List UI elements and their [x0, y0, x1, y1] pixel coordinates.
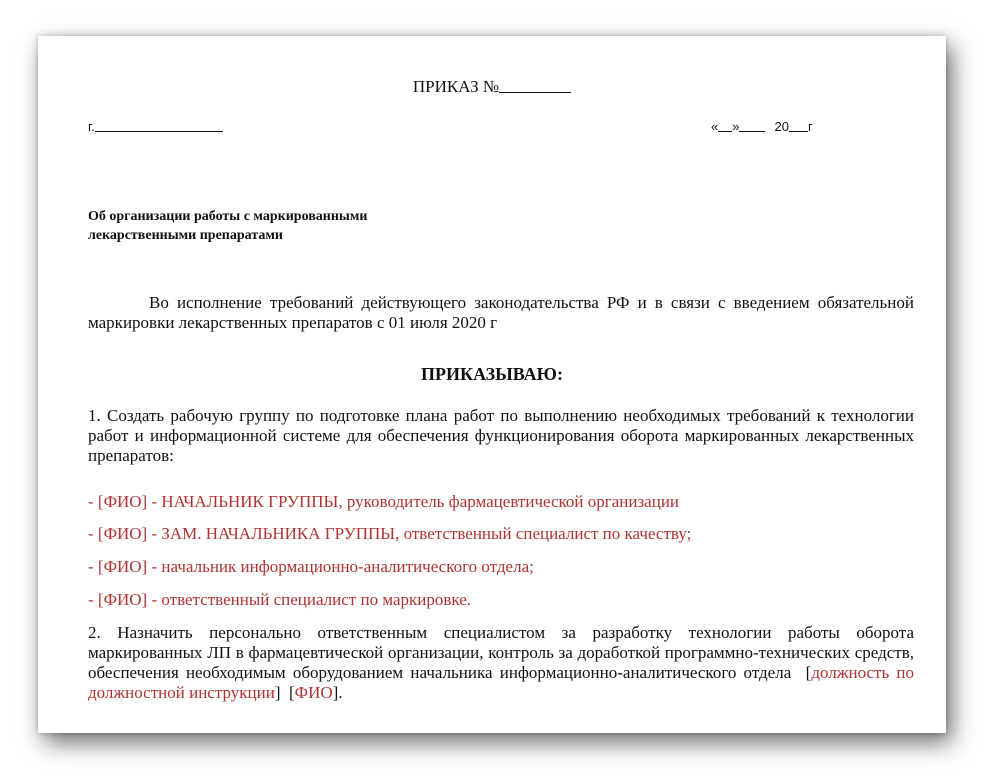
order-number-blank — [499, 76, 571, 93]
date-open-quote: « — [711, 119, 719, 134]
item-1-paragraph: 1. Создать рабочую группу по подготовке плана работ по выполнению необходимых требований к технологии работ и информационной системе для обеспечения функционирования оборота маркированных лекарственных препаратов: — [88, 406, 914, 465]
year-suffix: г — [807, 119, 813, 134]
city-field — [88, 119, 223, 134]
member-line-3: - [ФИО] - начальник информационно-аналитического отдела; — [88, 557, 534, 576]
item-2-paragraph — [88, 623, 914, 703]
date-close-quote: » — [732, 119, 740, 134]
member-line-1: - [ФИО] - НАЧАЛЬНИК ГРУППЫ, руководитель фармацевтической организации — [88, 492, 680, 511]
bracket-open: [ — [805, 663, 812, 682]
month-blank — [739, 119, 765, 132]
position-placeholder: должность по должностной инструкции — [88, 663, 914, 702]
document-page — [38, 36, 946, 733]
order-heading: ПРИКАЗЫВАЮ: — [421, 364, 563, 384]
paragraph-end: ]. — [332, 683, 343, 702]
subject-line-2: лекарственными препаратами — [88, 228, 283, 243]
order-subject — [88, 207, 367, 245]
date-field — [711, 119, 813, 134]
subject-line-1: Об организации работы с маркированными — [88, 209, 368, 224]
city-prefix: г. — [88, 119, 95, 134]
day-blank — [718, 119, 732, 132]
year-prefix: 20 — [774, 119, 789, 134]
member-line-4: - [ФИО] - ответственный специалист по маркировке. — [88, 590, 472, 609]
member-line-2: - [ФИО] - ЗАМ. НАЧАЛЬНИКА ГРУППЫ, ответственный специалист по качеству; — [88, 524, 692, 543]
bracket-open-2: [ — [288, 683, 295, 702]
order-title — [38, 76, 946, 97]
city-blank — [95, 119, 223, 132]
bracket-close: ] — [274, 683, 281, 702]
order-title-text: ПРИКАЗ № — [412, 77, 500, 96]
fio-placeholder: ФИО — [294, 683, 333, 702]
preamble-paragraph: Во исполнение требований действующего законодательства РФ и в связи с введением обязательной маркировки лекарственных препаратов с 01 июля 2020 г — [88, 293, 914, 332]
item-2-text: 2. Назначить персонально ответственным специалистом за разработку технологии работы оборота маркированных ЛП в фармацевтической организации, контроль за доработкой программно-технических средств, обеспечения необходимым оборудованием начальника информационно-аналитического отдела — [88, 623, 914, 682]
year-blank — [789, 119, 808, 132]
